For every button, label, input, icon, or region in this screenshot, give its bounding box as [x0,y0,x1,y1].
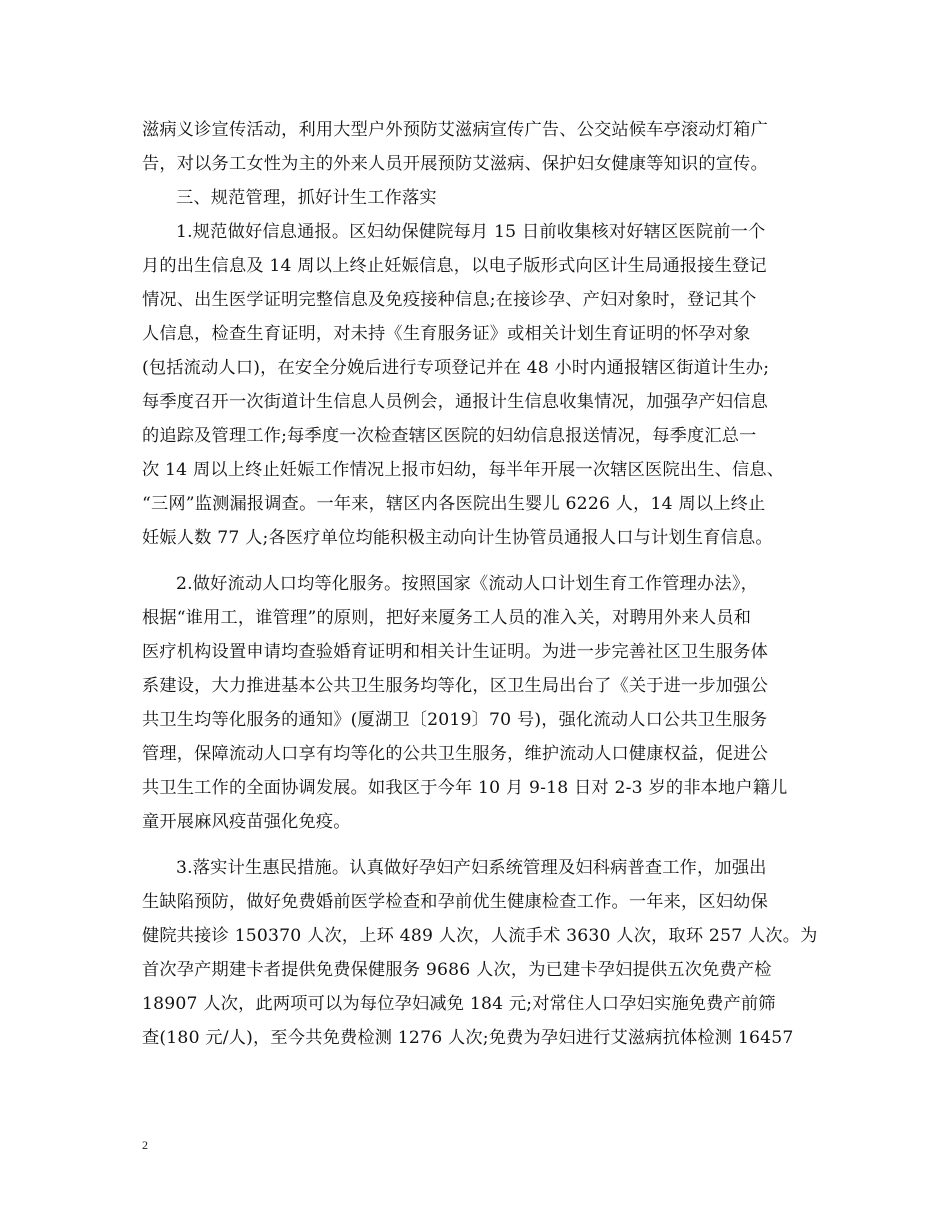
text-line: 查(180 元/人)，至今共免费检测 1276 人次;免费为孕妇进行艾滋病抗体检测 16457 [142,1028,794,1048]
text-line: 情况、出生医学证明完整信息及免疫接种信息;在接诊孕、产妇对象时，登记其个 [142,290,757,310]
text-line: 的追踪及管理工作;每季度一次检查辖区医院的妇幼信息报送情况，每季度汇总一 [142,426,757,446]
text-line: 告，对以务工女性为主的外来人员开展预防艾滋病、保护妇女健康等知识的宣传。 [142,154,768,174]
text-line: 健院共接诊 150370 人次，上环 489 人次，人流手术 3630 人次，取环 257 人次。为 [142,926,818,946]
page-number: 2 [142,1138,148,1152]
text-line: “三网”监测漏报调查。一年来，辖区内各医院出生婴儿 6226 人，14 周以上终止 [142,494,766,514]
text-line: 月的出生信息及 14 周以上终止妊娠信息，以电子版形式向区计生局通报接生登记 [142,256,767,276]
text-line: 首次孕产期建卡者提供免费保健服务 9686 人次，为已建卡孕妇提供五次免费产检 [142,960,772,980]
paragraph-first-line: 1.规范做好信息通报。区妇幼保健院每月 15 日前收集核对好辖区医院前一个 [176,222,766,242]
text-line: 管理，保障流动人口享有均等化的公共卫生服务，维护流动人口健康权益，促进公 [142,744,768,764]
text-line: 童开展麻风疫苗强化免疫。 [142,812,351,832]
text-line: 生缺陷预防，做好免费婚前医学检查和孕前优生健康检查工作。一年来，区妇幼保 [142,892,768,912]
text-line: 滋病义诊宣传活动，利用大型户外预防艾滋病宣传广告、公交站候车亭滚动灯箱广 [142,120,768,140]
text-line: 共卫生均等化服务的通知》(厦湖卫〔2019〕70 号)，强化流动人口公共卫生服务 [142,710,768,730]
paragraph-first-line: 2.做好流动人口均等化服务。按照国家《流动人口计划生育工作管理办法》， [176,574,758,594]
text-line: 18907 人次，此两项可以为每位孕妇减免 184 元;对常住人口孕妇实施免费产前筛 [142,994,776,1014]
text-line: 妊娠人数 77 人;各医疗单位均能积极主动向计生协管员通报人口与计划生育信息。 [142,528,773,548]
text-line: 根据“谁用工，谁管理”的原则，把好来厦务工人员的准入关，对聘用外来人员和 [142,608,752,628]
text-line: 系建设，大力推进基本公共卫生服务均等化，区卫生局出台了《关于进一步加强公 [142,676,768,696]
paragraph-first-line: 3.落实计生惠民措施。认真做好孕妇产妇系统管理及妇科病普查工作，加强出 [176,858,767,878]
text-line: (包括流动人口)，在安全分娩后进行专项登记并在 48 小时内通报辖区街道计生办; [142,358,770,378]
text-line: 次 14 周以上终止妊娠工作情况上报市妇幼，每半年开展一次辖区医院出生、信息、 [142,460,785,480]
text-line: 共卫生工作的全面协调发展。如我区于今年 10 月 9-18 日对 2-3 岁的非本地户籍儿 [142,778,788,798]
text-line: 每季度召开一次街道计生信息人员例会，通报计生信息收集情况，加强孕产妇信息 [142,392,768,412]
text-line: 医疗机构设置申请均查验婚育证明和相关计生证明。为进一步完善社区卫生服务体 [142,642,768,662]
section-heading: 三、规范管理，抓好计生工作落实 [176,188,437,208]
text-line: 人信息，检查生育证明，对未持《生育服务证》或相关计划生育证明的怀孕对象 [142,324,751,344]
